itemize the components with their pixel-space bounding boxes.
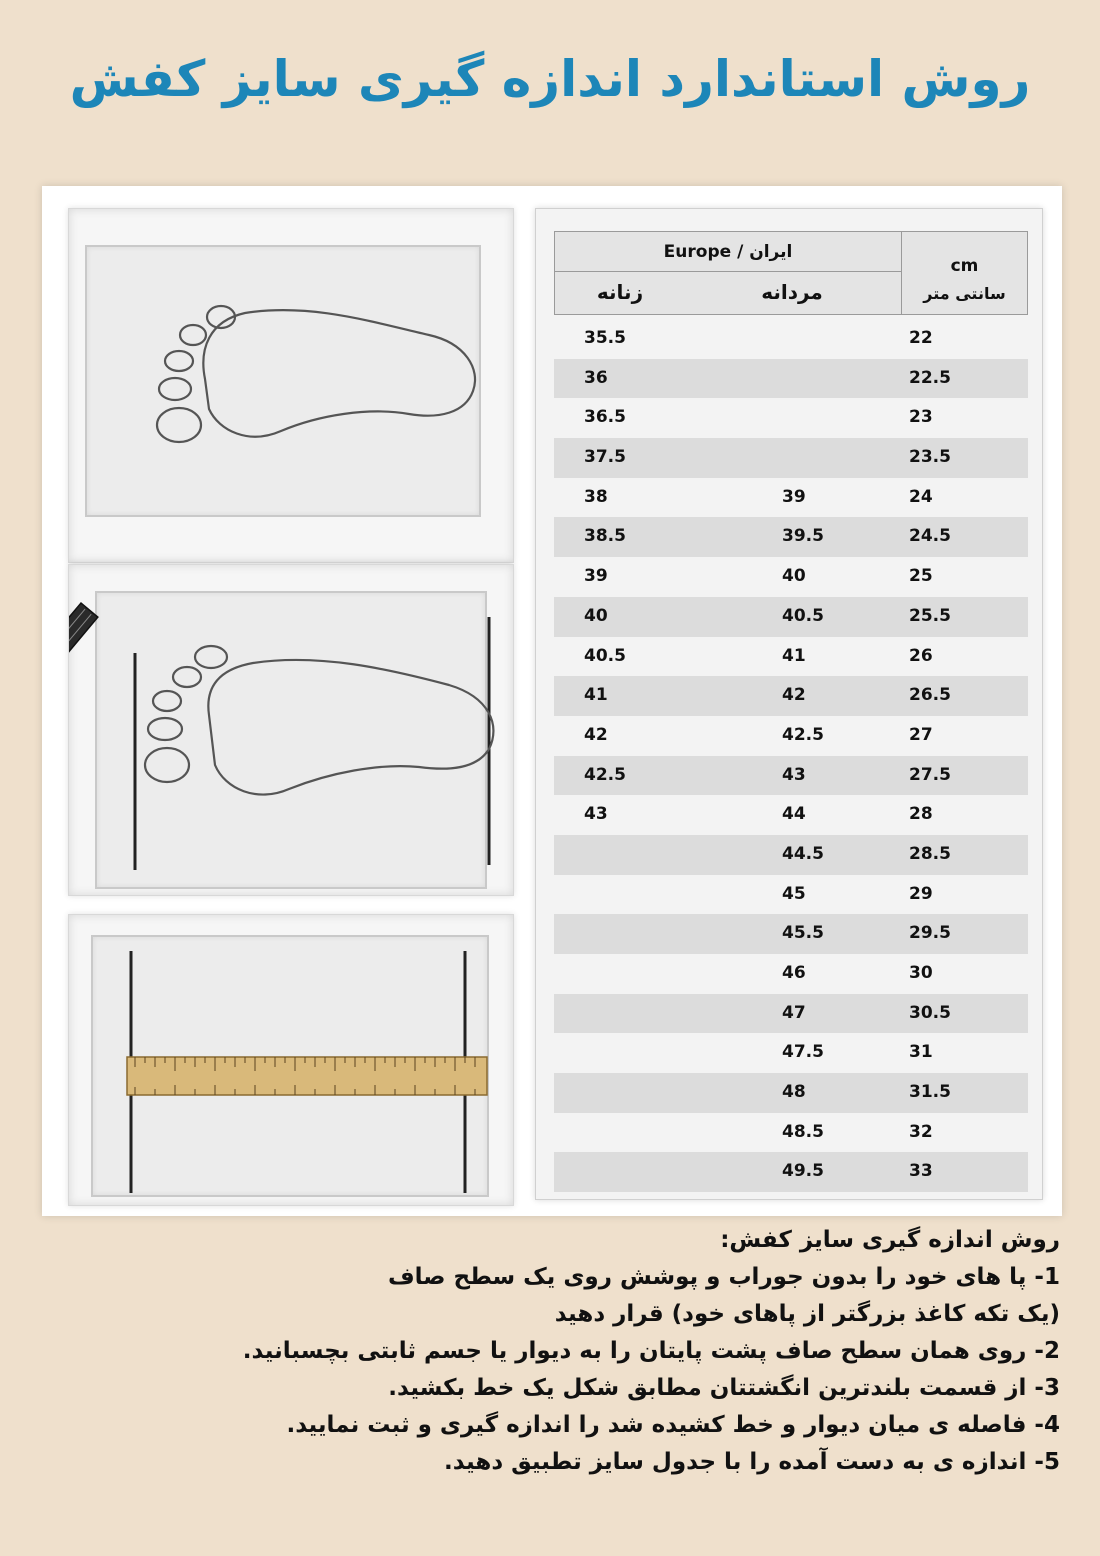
cell-cm: 28.5	[909, 843, 951, 864]
instruction-line: 5- اندازه ی به دست آمده را با جدول سایز تطبیق دهید.	[444, 1449, 1060, 1475]
size-guide-panel	[42, 186, 1062, 1216]
cell-women: 40.5	[584, 645, 626, 666]
cell-women: 38.5	[584, 526, 626, 547]
cell-cm: 32	[909, 1121, 933, 1142]
step3-frame	[68, 914, 514, 1206]
cell-cm: 22.5	[909, 367, 951, 388]
cell-cm: 27	[909, 724, 933, 745]
cell-men: 41	[782, 645, 806, 666]
table-row	[554, 1152, 1028, 1192]
table-row	[554, 716, 1028, 756]
cell-cm: 28	[909, 804, 933, 825]
cell-cm: 30	[909, 963, 933, 983]
table-row	[554, 597, 1028, 637]
cell-men: 47.5	[782, 1042, 824, 1063]
cell-men: 39	[782, 486, 806, 507]
header-women: زنانه	[596, 280, 644, 304]
table-row	[554, 795, 1028, 835]
cell-men: 40	[782, 566, 806, 587]
table-row	[554, 1113, 1028, 1153]
table-row	[554, 676, 1028, 716]
cell-cm: 31.5	[909, 1082, 951, 1103]
header-cm-fa: سانتی متر	[923, 284, 1006, 303]
table-row	[554, 1073, 1028, 1113]
table-row	[554, 994, 1028, 1034]
step2-frame	[68, 564, 514, 896]
cell-cm: 26.5	[909, 685, 951, 706]
cell-cm: 29	[909, 883, 933, 904]
header-men: مردانه	[761, 280, 823, 304]
instructions	[40, 1222, 1060, 1481]
cell-men: 42	[782, 685, 806, 706]
cell-women: 42.5	[584, 764, 626, 785]
cell-women: 36.5	[584, 407, 626, 428]
cell-men: 45	[782, 883, 806, 904]
ruler-icon	[69, 915, 515, 1207]
table-row	[554, 557, 1028, 597]
instruction-line: 1- پا های خود را بدون جوراب و پوشش روی یک سطح صاف	[387, 1264, 1060, 1290]
cell-men: 43	[782, 764, 806, 785]
pencil-footprint-icon	[69, 565, 515, 897]
cell-men: 49.5	[782, 1161, 824, 1182]
header-cm-cell	[901, 232, 1027, 314]
cell-cm: 25	[909, 566, 933, 587]
cell-women: 42	[584, 724, 608, 745]
cell-women: 35.5	[584, 328, 626, 348]
cell-cm: 26	[909, 645, 933, 666]
cell-men: 48	[782, 1082, 806, 1103]
cell-cm: 27.5	[909, 764, 951, 785]
cell-men: 46	[782, 963, 806, 983]
header-europe: ایران / Europe	[555, 232, 901, 272]
cell-women: 36	[584, 367, 608, 388]
table-row	[554, 954, 1028, 994]
cell-men: 48.5	[782, 1121, 824, 1142]
cell-cm: 33	[909, 1161, 933, 1182]
table-row	[554, 835, 1028, 875]
cell-men: 39.5	[782, 526, 824, 547]
instruction-line: 2- روی همان سطح صاف پشت پایتان را به دیوار یا جسم ثابتی بچسبانید.	[242, 1338, 1060, 1364]
cell-cm: 30.5	[909, 1002, 951, 1023]
page-title: روش استاندارد اندازه گیری سایز کفش	[69, 50, 1031, 108]
cell-women: 39	[584, 566, 608, 587]
cell-men: 45.5	[782, 923, 824, 944]
table-row	[554, 875, 1028, 915]
instruction-line: 3- از قسمت بلندترین انگشتتان مطابق شکل یک خط بکشید.	[388, 1375, 1060, 1401]
cell-men: 47	[782, 1002, 806, 1023]
cell-cm: 25.5	[909, 605, 951, 626]
table-row	[554, 637, 1028, 677]
step1-frame	[68, 208, 514, 563]
cell-men: 44	[782, 804, 806, 825]
table-row	[554, 398, 1028, 438]
cell-cm: 24	[909, 486, 933, 507]
instruction-line: (یک تکه کاغذ بزرگتر از پاهای خود) قرار دهید	[554, 1301, 1060, 1327]
cell-women: 37.5	[584, 447, 626, 468]
size-table	[535, 208, 1043, 1200]
table-row	[554, 914, 1028, 954]
table-row	[554, 438, 1028, 478]
cell-cm: 24.5	[909, 526, 951, 547]
cell-cm: 23.5	[909, 447, 951, 468]
table-row	[554, 1033, 1028, 1073]
footprint-icon	[69, 209, 515, 564]
cell-women: 41	[584, 685, 608, 706]
table-row	[554, 359, 1028, 399]
table-row	[554, 517, 1028, 557]
table-body	[554, 319, 1028, 1192]
table-row	[554, 756, 1028, 796]
cell-women: 38	[584, 486, 608, 507]
cell-women: 43	[584, 804, 608, 825]
cell-cm: 31	[909, 1042, 933, 1063]
table-row	[554, 478, 1028, 518]
cell-women: 40	[584, 605, 608, 626]
instruction-line: 4- فاصله ی میان دیوار و خط کشیده شد را اندازه گیری و ثبت نمایید.	[286, 1412, 1060, 1438]
instructions-heading: روش اندازه گیری سایز کفش:	[720, 1227, 1060, 1253]
cell-cm: 29.5	[909, 923, 951, 944]
cell-cm: 22	[909, 328, 933, 348]
cell-men: 42.5	[782, 724, 824, 745]
header-cm: cm	[950, 256, 979, 276]
cell-cm: 23	[909, 407, 933, 428]
table-row	[554, 319, 1028, 359]
cell-men: 44.5	[782, 843, 824, 864]
table-header	[554, 231, 1028, 315]
cell-men: 40.5	[782, 605, 824, 626]
